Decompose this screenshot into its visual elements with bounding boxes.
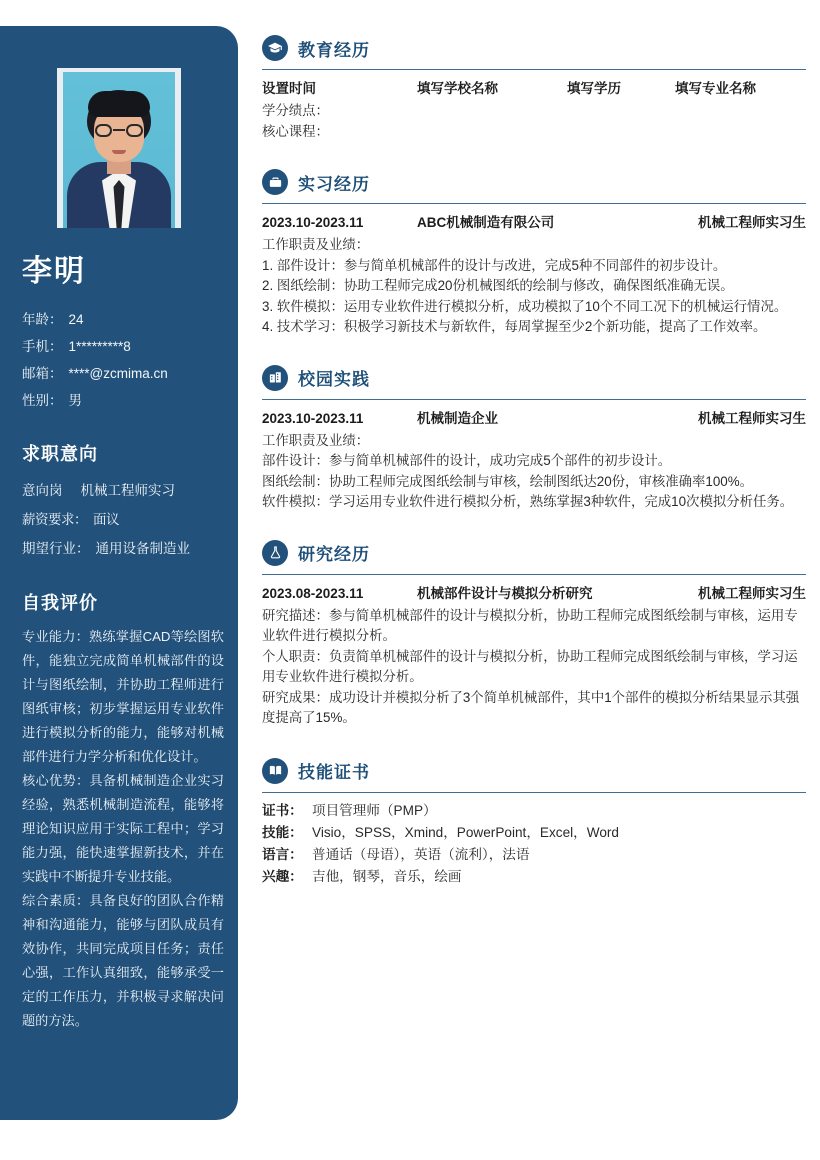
education-field-gpa: 学分绩点：	[262, 103, 329, 118]
intent-label: 期望行业：	[22, 541, 90, 556]
entry-date: 2023.10-2023.11	[262, 410, 364, 426]
section-title: 技能证书	[298, 763, 370, 782]
research-item: 研究描述：参与简单机械部件的设计与模拟分析，协助工程师完成图纸绘制与审核，运用专业软件进行模拟分析。	[262, 607, 798, 643]
entry-date: 2023.08-2023.11	[262, 585, 364, 601]
intent-row-position	[22, 476, 222, 505]
skills-row-interests	[262, 866, 806, 888]
contact-info-list	[22, 306, 222, 414]
intent-row-salary	[22, 505, 222, 534]
avatar	[57, 68, 181, 228]
entry-organization: 机械制造企业	[417, 410, 498, 426]
skills-value: 吉他，钢琴，音乐，绘画	[312, 868, 462, 884]
section-divider	[262, 399, 806, 400]
job-intention-heading: 求职意向	[22, 444, 98, 464]
entry-role: 机械工程师实习生	[698, 585, 806, 601]
education-field-courses: 核心课程：	[262, 123, 329, 139]
intent-value: 通用设备制造业	[95, 541, 190, 556]
skills-key: 语言：	[262, 846, 303, 862]
skills-value: Visio，SPSS，Xmind，PowerPoint，Excel，Word	[312, 824, 619, 840]
info-row-phone	[22, 333, 222, 360]
intent-label: 薪资要求：	[22, 512, 87, 527]
section-internship	[262, 162, 806, 338]
research-entry-header	[262, 582, 806, 602]
briefcase-icon	[262, 169, 288, 195]
self-evaluation-heading: 自我评价	[22, 593, 98, 613]
campus-item: 部件设计：参与简单机械部件的设计，成功完成5个部件的初步设计。	[262, 453, 672, 468]
info-value: 1*********8	[68, 339, 131, 354]
education-fields	[262, 101, 806, 142]
building-icon	[262, 365, 288, 391]
education-columns-row	[262, 77, 806, 97]
internship-body	[262, 235, 806, 338]
main-column	[262, 0, 806, 1160]
campus-item: 软件模拟：学习运用专业软件进行模拟分析，熟练掌握3种软件，完成10次模拟分析任务。	[262, 494, 794, 509]
section-title: 实习经历	[298, 174, 370, 194]
info-value: ****@zcmima.cn	[68, 366, 168, 381]
info-label: 邮箱：	[22, 366, 63, 381]
campus-entry-header	[262, 407, 806, 427]
research-body	[262, 606, 806, 729]
education-col-school: 填写学校名称	[417, 81, 498, 96]
skills-row-certificate	[262, 800, 806, 822]
internship-entry-header	[262, 211, 806, 231]
section-campus-practice	[262, 358, 806, 513]
info-label: 年龄：	[22, 312, 63, 327]
flask-icon	[262, 540, 288, 566]
skills-row-skills	[262, 822, 806, 844]
internship-item: 3. 软件模拟：运用专业软件进行模拟分析，成功模拟了10个不同工况下的机械运行情况。	[262, 298, 788, 314]
entry-role: 机械工程师实习生	[698, 215, 806, 230]
section-research	[262, 533, 806, 729]
education-col-major: 填写专业名称	[675, 81, 756, 96]
skills-value: 项目管理师（PMP）	[312, 802, 437, 818]
intent-label: 意向岗	[22, 483, 63, 498]
skills-list	[262, 800, 806, 888]
info-value: 24	[68, 312, 84, 327]
research-item: 个人职责：负责简单机械部件的设计与模拟分析，协助工程师完成图纸绘制与审核，学习运用专业软件进行模拟分析。	[262, 648, 798, 684]
info-value: 男	[68, 393, 82, 408]
section-header	[262, 358, 806, 398]
section-title: 研究经历	[298, 545, 370, 564]
research-item: 研究成果：成功设计并模拟分析了3个简单机械部件，其中1个部件的模拟分析结果显示其强度提高了15%。	[262, 689, 800, 725]
internship-lead: 工作职责及业绩：	[262, 237, 370, 252]
intent-value: 面议	[93, 512, 119, 527]
internship-item: 2. 图纸绘制：协助工程师完成20份机械图纸的绘制与修改，确保图纸准确无误。	[262, 278, 734, 293]
glasses-icon	[94, 124, 144, 137]
section-header	[262, 28, 806, 68]
info-row-gender	[22, 387, 222, 414]
self-evaluation-body	[22, 625, 224, 1033]
internship-item: 1. 部件设计：参与简单机械部件的设计与改进，完成5种不同部件的初步设计。	[262, 257, 727, 273]
avatar-photo	[63, 72, 175, 228]
internship-item: 4. 技术学习：积极学习新技术与新软件，每周掌握至少2个新功能，提高了工作效率。	[262, 319, 767, 334]
skills-value: 普通话（母语），英语（流利），法语	[312, 846, 530, 862]
entry-organization: ABC机械制造有限公司	[417, 215, 555, 230]
section-header	[262, 751, 806, 791]
section-title: 教育经历	[298, 40, 370, 60]
skills-key: 兴趣：	[262, 868, 303, 884]
self-evaluation-paragraph: 专业能力：熟练掌握CAD等绘图软件，能独立完成简单机械部件的设计与图纸绘制，并协助工程师进行图纸审核；初步掌握运用专业软件进行模拟分析的能力，能够对机械部件进行力学分析和优化设计。	[22, 629, 224, 764]
open-book-icon	[262, 758, 288, 784]
campus-lead: 工作职责及业绩：	[262, 432, 370, 448]
info-row-age	[22, 306, 222, 333]
section-divider	[262, 574, 806, 575]
graduation-cap-icon	[262, 35, 288, 61]
info-label: 手机：	[22, 339, 63, 354]
skills-key: 证书：	[262, 802, 303, 818]
entry-date: 2023.10-2023.11	[262, 215, 364, 230]
skills-key: 技能：	[262, 824, 303, 840]
education-col-degree: 填写学历	[567, 81, 621, 96]
info-row-email	[22, 360, 222, 387]
job-intention-list	[22, 476, 222, 563]
entry-role: 机械工程师实习生	[698, 410, 806, 426]
self-evaluation-paragraph: 综合素质：具备良好的团队合作精神和沟通能力，能够与团队成员有效协作，共同完成项目任务；责任心强，工作认真细致，能够承受一定的工作压力，并积极寻求解决问题的方法。	[22, 893, 224, 1028]
section-header	[262, 162, 806, 202]
info-label: 性别：	[22, 393, 63, 408]
intent-row-industry	[22, 534, 222, 563]
section-divider	[262, 69, 806, 70]
self-evaluation-paragraph: 核心优势：具备机械制造企业实习经验，熟悉机械制造流程，能够将理论知识应用于实际工程中；学习能力强，能快速掌握新技术，并在实践中不断提升专业技能。	[22, 773, 224, 884]
section-education	[262, 28, 806, 142]
section-title: 校园实践	[298, 370, 370, 389]
section-skills	[262, 751, 806, 888]
entry-topic: 机械部件设计与模拟分析研究	[417, 585, 593, 601]
intent-value: 机械工程师实习	[80, 483, 175, 498]
skills-row-languages	[262, 844, 806, 866]
section-divider	[262, 792, 806, 793]
section-divider	[262, 203, 806, 204]
campus-body	[262, 431, 806, 513]
campus-item: 图纸绘制：协助工程师完成图纸绘制与审核，绘制图纸达20份，审核准确率100%。	[262, 473, 754, 489]
sidebar	[0, 26, 238, 1120]
candidate-name: 李明	[22, 255, 86, 288]
section-header	[262, 533, 806, 573]
education-col-date: 设置时间	[262, 81, 316, 96]
